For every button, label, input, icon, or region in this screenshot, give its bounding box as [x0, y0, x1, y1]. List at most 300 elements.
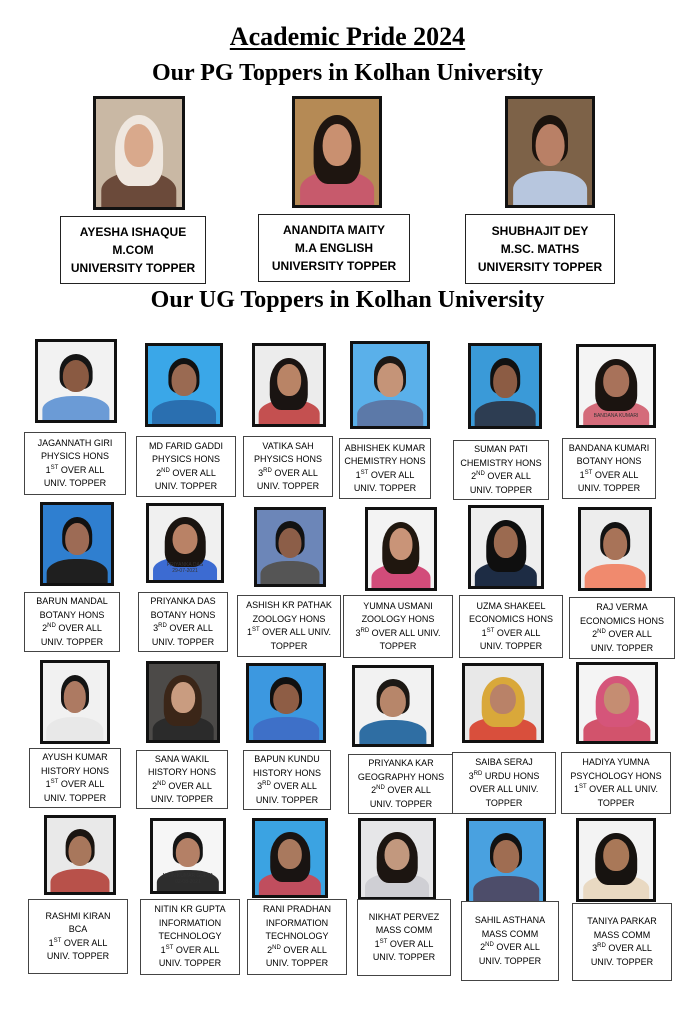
rank-suffix: RD	[473, 770, 483, 777]
photo-figure-face	[278, 839, 302, 869]
ug-topper-rank-line	[247, 626, 331, 640]
ug-topper-subject: PHYSICS HONS	[151, 454, 220, 464]
rank-number: 1	[246, 627, 252, 637]
ug-topper-rank-line	[44, 792, 106, 806]
rank-text: OVER ALL	[494, 627, 541, 638]
ug-topper-card	[453, 440, 549, 500]
rank-number: 1	[481, 627, 487, 638]
ug-topper-subject: BOTANY HONS	[39, 609, 105, 620]
ug-topper-name: VATIKA SAH	[262, 440, 314, 451]
ug-topper-card	[138, 592, 228, 652]
rank-text: UNIV. TOPPER	[590, 642, 654, 653]
rank-text: OVER ALL UNIV.	[469, 784, 539, 794]
ug-topper-name: SAIBA SERAJ	[475, 757, 533, 767]
ug-topper-name: SUMAN PATI	[474, 444, 528, 454]
ug-topper-rank-line	[257, 480, 319, 494]
ug-topper-rank-line	[592, 628, 652, 642]
ug-topper-name: NITIN KR GUPTA	[154, 904, 226, 915]
ug-topper-subject: PHYSICS HONS	[253, 454, 322, 464]
rank-text: UNIV. TOPPER	[469, 484, 533, 495]
ug-topper-subject: CHEMISTRY HONS	[344, 456, 426, 466]
ug-topper-photo	[358, 818, 436, 900]
rank-suffix: RD	[158, 623, 167, 629]
rank-suffix: ST	[165, 944, 174, 951]
ug-topper-rank-line	[159, 957, 221, 971]
photo-figure-face	[63, 360, 89, 392]
rank-suffix: ST	[50, 779, 59, 785]
rank-text: UNIV. TOPPER	[479, 641, 543, 651]
rank-number: 2	[267, 944, 273, 955]
rank-text: UNIV. TOPPER	[369, 798, 433, 809]
ug-topper-rank-line	[151, 793, 213, 807]
rank-number: 3	[258, 467, 264, 478]
rank-text: OVER ALL	[270, 781, 317, 791]
ug-topper-subject: MASS COMM	[481, 928, 539, 939]
ug-topper-rank-line	[356, 469, 415, 483]
ug-section-heading: Our UG Toppers in Kolhan University	[150, 287, 545, 313]
rank-suffix: RD	[360, 627, 370, 634]
ug-topper-rank-line	[592, 942, 652, 956]
ug-topper-card	[572, 903, 672, 981]
rank-text: URDU HONS	[482, 770, 540, 781]
rank-number: 1	[48, 937, 54, 948]
rank-suffix: ND	[485, 942, 494, 948]
ug-topper-rank-line	[371, 784, 431, 798]
rank-text: OVER ALL	[58, 464, 105, 475]
ug-topper-photo	[466, 818, 546, 904]
ug-topper-photo	[40, 502, 114, 586]
ug-topper-card	[357, 899, 451, 976]
photo-figure-face	[377, 363, 403, 396]
ug-topper-card	[561, 752, 671, 814]
rank-number: 1	[573, 784, 579, 794]
ug-topper-rank-line	[265, 930, 328, 944]
rank-text: TECHNOLOGY	[158, 931, 222, 942]
ug-topper-rank-line	[42, 622, 102, 636]
ug-topper-rank-line	[598, 797, 635, 811]
rank-suffix: ST	[584, 469, 593, 476]
rank-number: 2	[371, 785, 377, 795]
rank-text: UNIV. TOPPER	[590, 956, 654, 967]
photo-figure-face	[124, 124, 153, 167]
pg-topper-card	[258, 214, 410, 282]
ug-topper-subject: GEOGRAPHY HONS	[357, 771, 445, 782]
photo-figure-face	[536, 124, 565, 167]
rank-suffix: ST	[486, 627, 495, 634]
ug-topper-rank-line	[267, 944, 327, 958]
ug-topper-photo	[468, 505, 544, 589]
photo-figure-body	[585, 564, 646, 591]
rank-suffix: ND	[272, 944, 281, 951]
ug-topper-rank-line	[480, 941, 540, 955]
rank-number: 3	[257, 781, 263, 791]
ug-topper-name: SANA WAKIL	[154, 753, 210, 764]
ug-topper-rank-line	[257, 780, 317, 794]
pg-topper-rank: UNIVERSITY TOPPER	[271, 259, 397, 273]
rank-text: OVER ALL	[605, 629, 652, 639]
rank-number: 2	[152, 780, 158, 791]
ug-topper-rank-line	[479, 955, 541, 969]
ug-topper-photo	[145, 343, 223, 427]
rank-number: 2	[592, 629, 598, 639]
ug-topper-card	[136, 750, 228, 809]
photo-figure-face	[494, 526, 518, 558]
rank-text: UNIV. TOPPER	[478, 955, 542, 966]
ug-topper-rank-line	[470, 783, 539, 797]
ug-topper-rank-line	[354, 482, 416, 496]
rank-suffix: ST	[53, 937, 62, 944]
photo-caption: NITIN KUMAR GUPTA 02-08-2021	[162, 873, 214, 885]
rank-text: OVER ALL	[484, 471, 531, 481]
ug-topper-photo	[146, 661, 220, 743]
photo-figure-body	[513, 171, 587, 208]
rank-number: 1	[160, 944, 166, 955]
rank-number: 3	[153, 623, 159, 633]
ug-topper-card	[562, 438, 656, 499]
ug-topper-subject: BOTANY HONS	[576, 456, 642, 466]
photo-figure-face	[176, 838, 200, 867]
rank-text: OVER ALL	[173, 944, 220, 955]
rank-text: UNIV. TOPPER	[154, 481, 218, 491]
photo-figure-face	[385, 839, 410, 870]
ug-topper-photo	[150, 818, 226, 894]
rank-number: 3	[468, 770, 474, 781]
ug-topper-rank-line	[153, 622, 213, 636]
ug-topper-card	[140, 899, 240, 975]
ug-topper-rank-line	[470, 484, 532, 498]
photo-figure-face	[171, 682, 195, 713]
rank-text: UNIV. TOPPER	[43, 478, 107, 488]
ug-topper-card	[339, 438, 431, 499]
rank-number: 1	[355, 469, 361, 480]
ug-topper-photo	[252, 818, 328, 898]
ug-topper-photo	[252, 343, 326, 427]
ug-topper-name: BARUN MANDAL	[36, 596, 108, 606]
photo-figure-face	[603, 839, 629, 871]
ug-topper-rank-line	[591, 956, 653, 970]
ug-topper-subject: HISTORY HONS	[40, 765, 110, 776]
ug-topper-photo	[146, 503, 224, 583]
ug-topper-name: RAJ VERMA	[596, 602, 648, 612]
ug-topper-subject: CHEMISTRY HONS	[460, 457, 542, 468]
rank-suffix: RD	[262, 781, 271, 787]
photo-figure-body	[475, 401, 536, 429]
ug-topper-name: ASHISH KR PATHAK	[246, 600, 332, 610]
ug-topper-name: BAPUN KUNDU	[254, 754, 320, 764]
photo-caption: PRIYANKA DAS 29-07-2021	[166, 562, 204, 574]
rank-text: OVER ALL	[384, 785, 431, 795]
photo-figure-face	[380, 686, 406, 717]
ug-topper-rank-line	[152, 780, 212, 794]
rank-number: 2	[471, 471, 477, 481]
ug-topper-subject: PSYCHOLOGY HONS	[570, 770, 662, 781]
ug-topper-rank-line	[44, 477, 106, 491]
photo-figure-body	[473, 876, 539, 904]
pg-topper-photo	[292, 96, 382, 208]
ug-topper-subject: HISTORY HONS	[147, 767, 217, 777]
rank-text: UNIV. TOPPER	[46, 951, 110, 961]
ug-topper-photo	[350, 341, 430, 429]
ug-topper-name: NIKHAT PERVEZ	[368, 911, 440, 922]
ug-topper-rank-line	[580, 469, 639, 483]
ug-topper-subject: HISTORY HONS	[252, 767, 322, 778]
rank-text: TOPPER	[597, 797, 635, 808]
photo-figure-face	[65, 523, 89, 555]
rank-text: TECHNOLOGY	[265, 931, 329, 942]
ug-topper-rank-line	[152, 636, 214, 650]
rank-text: TOPPER	[485, 797, 523, 808]
pg-topper-course: M.A ENGLISH	[294, 241, 374, 255]
rank-number: 2	[156, 467, 162, 478]
ug-topper-subject: INFORMATION	[158, 917, 222, 928]
rank-text: UNIV. TOPPER	[40, 636, 104, 647]
pg-topper-name: ANANDITA MAITY	[283, 223, 385, 237]
ug-topper-photo	[462, 663, 544, 743]
ug-topper-name: TANIYA PARKAR	[587, 916, 657, 926]
pg-topper-card	[465, 214, 615, 284]
rank-text: OVER ALL	[165, 780, 212, 791]
rank-text: OVER ALL UNIV.	[259, 627, 332, 637]
ug-topper-photo	[365, 507, 437, 591]
rank-text: OVER ALL UNIV.	[586, 784, 659, 794]
rank-suffix: ND	[597, 629, 606, 635]
ug-topper-rank-line	[355, 627, 440, 641]
rank-suffix: ND	[376, 785, 385, 791]
rank-text: TOPPER	[270, 640, 308, 651]
rank-text: OVER ALL	[387, 938, 434, 949]
ug-topper-name: MD FARID GADDI	[148, 440, 223, 451]
photo-figure-face	[273, 684, 299, 714]
rank-suffix: ND	[476, 471, 485, 477]
rank-number: 1	[374, 938, 380, 949]
ug-topper-subject: PHYSICS HONS	[40, 451, 109, 461]
ug-topper-rank-line	[47, 950, 109, 964]
ug-topper-subject: BOTANY HONS	[150, 609, 216, 620]
pg-section-heading: Our PG Toppers in Kolhan University	[152, 60, 543, 86]
photo-figure-body	[260, 561, 319, 587]
ug-topper-card	[24, 432, 126, 495]
photo-figure-face	[323, 124, 352, 167]
rank-number: 3	[355, 627, 361, 638]
photo-figure-body	[50, 869, 109, 895]
rank-suffix: RD	[263, 467, 272, 474]
photo-figure-face	[68, 836, 91, 866]
ug-topper-rank-line	[380, 640, 417, 654]
rank-text: UNIV. TOPPER	[150, 794, 214, 804]
ug-topper-photo	[44, 815, 116, 895]
rank-suffix: ST	[360, 469, 369, 476]
rank-number: 3	[592, 943, 598, 953]
ug-topper-photo	[468, 343, 542, 429]
ug-topper-rank-line	[158, 930, 221, 944]
rank-suffix: ST	[379, 938, 388, 945]
ug-topper-name: BANDANA KUMARI	[568, 442, 650, 453]
rank-suffix: RD	[597, 943, 606, 949]
ug-topper-rank-line	[482, 627, 541, 641]
ug-topper-card	[136, 436, 236, 497]
rank-text: UNIV. TOPPER	[158, 958, 222, 969]
rank-number: 2	[480, 942, 486, 952]
photo-figure-face	[603, 528, 627, 560]
ug-topper-card	[348, 754, 454, 814]
ug-topper-rank-line	[469, 770, 540, 784]
ug-topper-photo	[576, 344, 656, 428]
photo-figure-face	[493, 840, 519, 873]
pg-topper-course: M.SC. MATHS	[500, 242, 580, 256]
ug-topper-name: RANI PRADHAN	[262, 904, 331, 915]
photo-figure-face	[603, 365, 629, 397]
rank-suffix: ST	[578, 784, 587, 790]
pg-topper-photo	[505, 96, 595, 208]
ug-topper-rank-line	[156, 467, 216, 481]
ug-topper-subject: BCA	[68, 924, 88, 934]
photo-figure-body	[253, 717, 319, 743]
rank-suffix: ST	[251, 627, 260, 633]
ug-topper-subject: ECONOMICS HONS	[468, 614, 553, 624]
ug-topper-name: YUMNA USMANI	[363, 600, 433, 611]
rank-text: OVER ALL	[61, 937, 108, 948]
ug-topper-card	[452, 752, 556, 814]
rank-text: OVER ALL	[592, 469, 639, 480]
ug-topper-photo	[578, 507, 652, 591]
ug-topper-card	[343, 595, 453, 658]
rank-text: OVER ALL	[271, 467, 318, 478]
ug-topper-card	[243, 750, 331, 810]
ug-topper-rank-line	[46, 778, 105, 792]
ug-topper-card	[569, 597, 675, 659]
rank-text: OVER ALL	[368, 469, 415, 480]
ug-topper-rank-line	[574, 783, 658, 797]
ug-topper-rank-line	[591, 642, 653, 656]
rank-text: UNIV. TOPPER	[43, 792, 107, 803]
ug-topper-rank-line	[373, 951, 435, 965]
ug-topper-rank-line	[49, 937, 108, 951]
photo-figure-body	[47, 559, 108, 586]
photo-figure-face	[389, 528, 412, 560]
rank-text: UNIV. TOPPER	[256, 481, 320, 491]
rank-text: OVER ALL UNIV.	[369, 627, 441, 638]
ug-topper-card	[243, 436, 333, 497]
page-title: Academic Pride 2024	[229, 22, 466, 51]
ug-topper-name: UZMA SHAKEEL	[476, 600, 546, 611]
ug-topper-card	[459, 595, 563, 658]
ug-topper-rank-line	[41, 636, 103, 650]
photo-figure-face	[277, 364, 301, 396]
ug-topper-name: PRIYANKA KAR	[368, 758, 434, 768]
photo-figure-body	[46, 717, 103, 744]
ug-topper-card	[24, 592, 120, 652]
ug-topper-card	[28, 899, 128, 974]
photo-figure-face	[604, 683, 630, 714]
ug-topper-rank-line	[155, 480, 217, 494]
ug-topper-rank-line	[578, 482, 640, 496]
photo-figure-face	[172, 364, 197, 396]
ug-topper-name: AYUSH KUMAR	[42, 752, 108, 762]
photo-figure-body	[152, 400, 216, 427]
ug-topper-name: ABHISHEK KUMAR	[344, 442, 426, 453]
ug-topper-card	[237, 595, 341, 657]
pg-topper-photo	[93, 96, 185, 210]
ug-topper-card	[29, 748, 121, 808]
photo-figure-body	[357, 400, 423, 429]
pg-topper-name: AYESHA ISHAQUE	[79, 225, 187, 239]
rank-suffix: ND	[47, 623, 56, 629]
rank-text: UNIV. TOPPER	[255, 794, 319, 805]
rank-text: OVER ALL	[280, 944, 327, 955]
ug-topper-subject: MASS COMM	[375, 925, 433, 935]
ug-topper-rank-line	[271, 640, 308, 654]
rank-text: TOPPER	[379, 641, 417, 651]
rank-text: UNIV. TOPPER	[151, 636, 215, 647]
ug-topper-rank-line	[375, 938, 434, 952]
rank-text: OVER ALL	[55, 623, 102, 633]
ug-topper-photo	[576, 662, 658, 744]
ug-topper-subject: ECONOMICS HONS	[579, 615, 664, 626]
ug-topper-rank-line	[480, 640, 542, 654]
photo-figure-face	[493, 365, 517, 398]
photo-figure-face	[173, 524, 198, 554]
pg-topper-name: SHUBHAJIT DEY	[491, 224, 589, 238]
ug-topper-rank-line	[258, 467, 318, 481]
rank-suffix: ND	[157, 780, 166, 787]
ug-topper-name: HADIYA YUMNA	[582, 757, 650, 767]
ug-topper-name: JAGANNATH GIRI	[37, 437, 113, 448]
photo-figure-face	[64, 681, 86, 713]
rank-text: UNIV. TOPPER	[372, 952, 436, 962]
ug-topper-rank-line	[256, 794, 318, 808]
rank-text: OVER ALL	[493, 942, 540, 952]
pg-topper-rank: UNIVERSITY TOPPER	[70, 261, 196, 275]
photo-figure-body	[359, 720, 426, 747]
rank-text: UNIV. TOPPER	[265, 958, 329, 969]
ug-topper-photo	[40, 660, 110, 744]
ug-topper-photo	[254, 507, 326, 587]
rank-text: UNIV. TOPPER	[577, 483, 641, 493]
ug-topper-rank-line	[471, 470, 531, 484]
rank-number: 2	[42, 623, 48, 633]
ug-topper-subject: MASS COMM	[593, 929, 651, 940]
photo-caption: BANDANA KUMARI	[593, 413, 639, 419]
pg-topper-rank: UNIVERSITY TOPPER	[477, 260, 603, 274]
ug-topper-rank-line	[486, 797, 523, 811]
ug-topper-name: PRIYANKA DAS	[150, 596, 216, 606]
rank-text: OVER ALL	[58, 779, 105, 789]
ug-topper-subject: INFORMATION	[265, 917, 329, 928]
rank-number: 1	[45, 779, 51, 789]
ug-topper-name: RASHMI KIRAN	[45, 910, 111, 921]
ug-topper-photo	[576, 818, 656, 902]
ug-topper-name: SAHIL ASTHANA	[474, 915, 546, 925]
rank-text: OVER ALL	[605, 943, 652, 953]
ug-topper-card	[461, 901, 559, 981]
rank-suffix: ST	[50, 464, 59, 471]
ug-topper-rank-line	[46, 464, 105, 478]
photo-figure-face	[278, 528, 301, 558]
rank-text: OVER ALL	[166, 623, 213, 633]
ug-topper-subject: ZOOLOGY HONS	[252, 613, 326, 624]
ug-topper-rank-line	[161, 944, 220, 958]
pg-topper-course: M.COM	[112, 243, 154, 257]
rank-number: 1	[45, 464, 51, 475]
photo-figure-body	[42, 396, 109, 423]
rank-number: 1	[579, 469, 585, 480]
rank-text: UNIV. TOPPER	[353, 483, 417, 493]
photo-figure-face	[490, 684, 516, 714]
ug-topper-photo	[35, 339, 117, 423]
pg-topper-card	[60, 216, 206, 284]
ug-topper-photo	[352, 665, 434, 747]
ug-topper-photo	[246, 663, 326, 743]
